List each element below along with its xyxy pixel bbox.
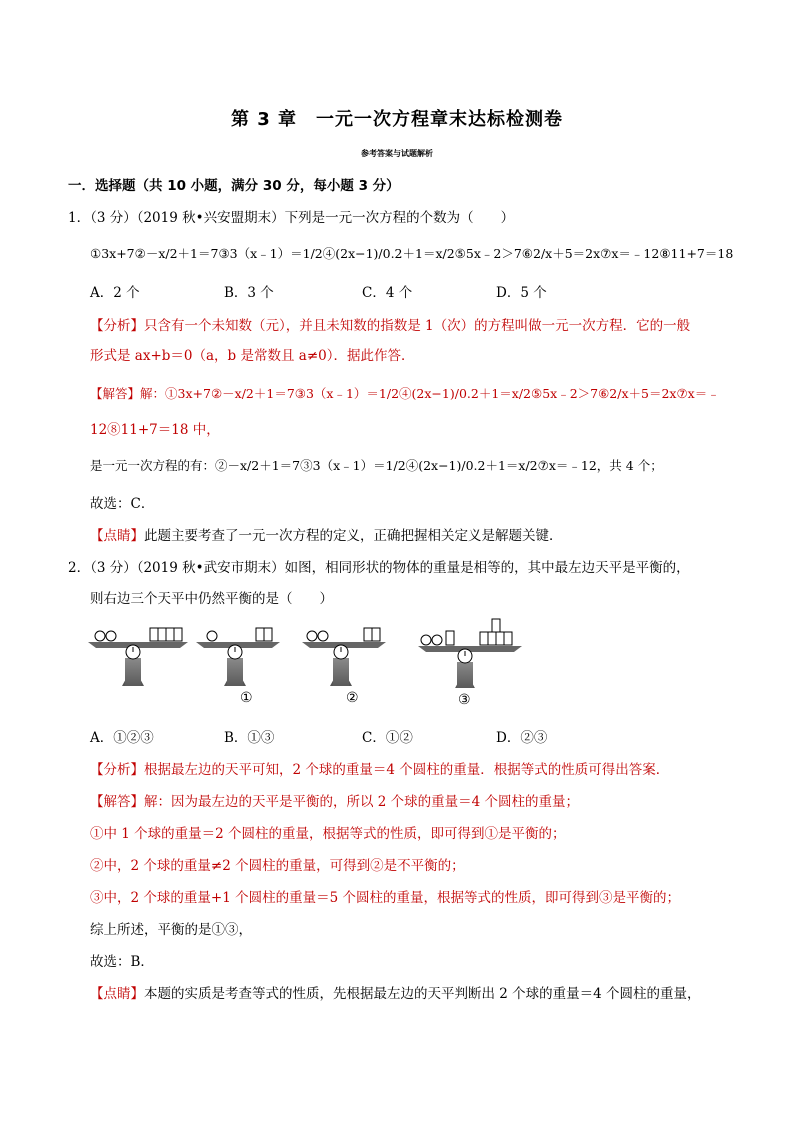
scale-caption-1: ① xyxy=(240,690,253,706)
q2-analysis-text: 根据最左边的天平可知，2 个球的重量＝4 个圆柱的重量．根据等式的性质可得出答案． xyxy=(144,762,670,778)
q1-analysis-text-1: 只含有一个未知数（元），并且未知数的指数是 1（次）的方程叫做一元一次方程．它的一般 xyxy=(144,318,691,334)
q2-analysis xyxy=(90,760,669,780)
page-title: 第 3 章 一元一次方程章末达标检测卷 xyxy=(230,109,564,130)
q2-answer xyxy=(90,792,579,812)
q2-option-a: A．①②③ xyxy=(90,730,154,746)
page-subtitle: 参考答案与试题解析 xyxy=(361,149,433,158)
q2-comment-text: 本题的实质是考查等式的性质，先根据最左边的天平判断出 2 个球的重量＝4 个圆柱的重量， xyxy=(144,986,701,1002)
q1-stem: 1．（3 分）（2019 秋•兴安盟期末）下列是一元一次方程的个数为（ ） xyxy=(68,210,515,226)
q1-option-a: A．2 个 xyxy=(90,285,140,301)
q2-option-c: C．①② xyxy=(362,730,413,746)
section-heading: 一．选择题（共 10 小题，满分 30 分，每小题 3 分） xyxy=(68,178,400,194)
q2-option-b: B．①③ xyxy=(224,730,275,746)
balance-scale-reference xyxy=(88,628,188,686)
q1-expression: ①3x+7②－x/2＋1＝7③3（x﹣1）＝1/2④(2x−1)/0.2＋1＝x/2⑤5x﹣2＞7⑥2/x＋5＝2x⑦x＝﹣12⑧11+7＝18 xyxy=(90,246,734,261)
balance-scale-1 xyxy=(196,628,280,686)
q2-answer-text-4: ③中，2 个球的重量+1 个圆柱的重量＝5 个圆柱的重量，根据等式的性质，即可得到③是平衡的； xyxy=(90,890,680,906)
balance-scale-2 xyxy=(302,628,386,686)
q1-answer-text-3: 是一元一次方程的有：②－x/2＋1＝7③3（x﹣1）＝1/2④(2x−1)/0.2＋1＝x/2⑦x＝﹣12，共 4 个； xyxy=(90,458,663,473)
q2-answer-text-1: 解：因为最左边的天平是平衡的，所以 2 个球的重量＝4 个圆柱的重量； xyxy=(144,794,580,810)
q1-answer-text-2: 12⑧11+7＝18 中， xyxy=(90,422,220,438)
q2-choose: 故选：B． xyxy=(90,954,154,970)
q1-comment-tag: 【点睛】 xyxy=(90,528,144,544)
q2-stem-2: 则右边三个天平中仍然平衡的是（ ） xyxy=(90,591,333,607)
q1-choose: 故选：C． xyxy=(90,496,155,512)
q2-answer-tag: 【解答】 xyxy=(90,794,144,810)
q1-answer-text-1: 解：①3x+7②－x/2＋1＝7③3（x﹣1）＝1/2④(2x−1)/0.2＋1＝x/2⑤5x﹣2＞7⑥2/x＋5＝2x⑦x＝﹣ xyxy=(140,386,720,401)
q2-comment xyxy=(90,984,701,1004)
q1-option-b: B．3 个 xyxy=(224,285,274,301)
q1-analysis xyxy=(90,316,690,336)
q1-comment xyxy=(90,526,563,546)
balance-scale-3 xyxy=(418,619,522,688)
q1-analysis-text-2: 形式是 ax+b＝0（a，b 是常数且 a≠0）．据此作答． xyxy=(90,348,415,364)
q1-answer-tag: 【解答】 xyxy=(90,386,141,401)
q1-answer xyxy=(90,384,720,404)
balance-scales-figure xyxy=(88,618,548,688)
q1-comment-text: 此题主要考查了一元一次方程的定义，正确把握相关定义是解题关键． xyxy=(144,528,563,544)
q2-answer-text-3: ②中，2 个球的重量≠2 个圆柱的重量，可得到②是不平衡的； xyxy=(90,858,465,874)
q1-analysis-tag: 【分析】 xyxy=(90,318,144,334)
q2-comment-tag: 【点睛】 xyxy=(90,986,144,1002)
q1-option-d: D．5 个 xyxy=(496,285,547,301)
q1-option-c: C．4 个 xyxy=(362,285,413,301)
q2-answer-text-2: ①中 1 个球的重量＝2 个圆柱的重量，根据等式的性质，即可得到①是平衡的； xyxy=(90,826,566,842)
q2-stem-1: 2．（3 分）（2019 秋•武安市期末）如图，相同形状的物体的重量是相等的，其中最左边天平是平衡的， xyxy=(68,560,690,576)
scale-caption-2: ② xyxy=(346,690,359,706)
q2-analysis-tag: 【分析】 xyxy=(90,762,144,778)
q2-answer-text-5: 综上所述，平衡的是①③， xyxy=(90,922,252,938)
q2-option-d: D．②③ xyxy=(496,730,548,746)
scale-caption-3: ③ xyxy=(458,692,471,708)
